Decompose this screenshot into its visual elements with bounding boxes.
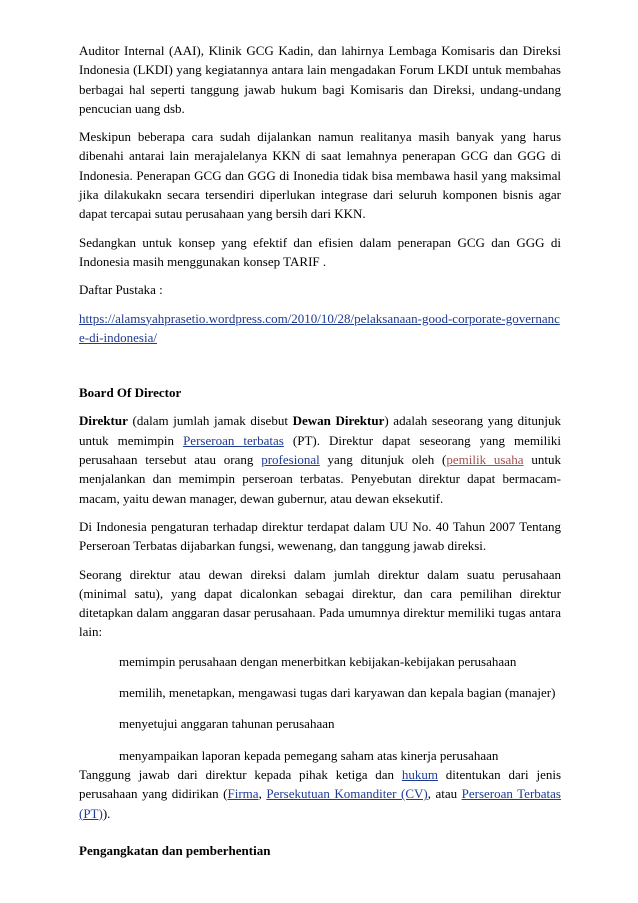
paragraph-tugas: Seorang direktur atau dewan direksi dalam jumlah direktur dalam suatu perusahaan (minimal satu), yang dapat dicalonkan sebagai direktur, dan cara pemilihan direktur ditetapkan dalam anggaran dasar perusahaan. Pada umumnya direktur memiliki tugas antara lain: (79, 566, 561, 640)
duty-item: menyampaikan laporan kepada pemegang saham atas kinerja perusahaan (119, 747, 499, 763)
text: ). (102, 805, 111, 821)
text: ) adalah seseorang yang ditunjuk untuk memimpin (79, 413, 561, 448)
paragraph-tarif: Sedangkan untuk konsep yang efektif dan efisien dalam penerapan GCG dan GGG di Indonesia masih menggunakan konsep TARIF . (79, 234, 561, 269)
paragraph-tanggung-jawab (79, 765, 561, 823)
paragraph-lkdi: Auditor Internal (AAI), Klinik GCG Kadin, dan lahirnya Lembaga Komisaris dan Direksi Indonesia (LKDI) yang kegiatannya antara lain mengadakan Forum LKDI untuk membahas berbagai hal seperti tanggung jawab hukum bagi Komisaris dan Direksi, undang-undang pencucian uang dsb. (79, 43, 561, 116)
link-perseroan-terbatas-pt[interactable]: Perseroan Terbatas (PT) (79, 786, 561, 821)
text: (dalam jumlah jamak disebut (127, 413, 293, 429)
paragraph-direktur-definition (79, 411, 561, 507)
text: untuk menjalankan dan memimpin perseroan terbatas. Penyebutan direktur dapat bermacam-macam, yaitu dewan manager, dewan gubernur, atau dewan eksekutif. (79, 452, 561, 506)
bibliography-url[interactable]: https://alamsyahprasetio.wordpress.com/2010/10/28/pelaksanaan-good-corporate-governance-di-indonesia/ (79, 310, 560, 345)
paragraph-kkn: Meskipun beberapa cara sudah dijalankan namun realitanya masih banyak yang harus dibenahi antarai lain merajalelanya KKN di saat lemahnya penerapan GCG dan GGG di Indonesia. Penerapan GCG dan GGG di Inonedia tidak bisa membawa hasil yang maksimal jika dilakukakn secara tersendiri diperlukan integrase dari seluruh komponen bisnis agar dapat tercapai sutau perusahaan yang bersih dari KKN. (79, 129, 561, 222)
link-profesional[interactable]: profesional (261, 452, 320, 468)
text: (PT). Direktur dapat seseorang yang memiliki perusahaan tersebut atau orang (79, 432, 561, 468)
duty-item: menyetujui anggaran tahunan perusahaan (119, 716, 335, 732)
link-firma[interactable]: Firma (227, 786, 259, 802)
section-heading-appointment: Pengangkatan dan pemberhentian (79, 842, 271, 858)
text: , (258, 786, 267, 802)
duty-item: memilih, menetapkan, mengawasi tugas dari karyawan dan kepala bagian (manajer) (119, 685, 556, 701)
bibliography-link[interactable] (79, 309, 561, 348)
link-hukum[interactable]: hukum (401, 766, 438, 782)
duty-item: memimpin perusahaan dengan menerbitkan kebijakan-kebijakan perusahaan (119, 653, 517, 669)
text: ditentukan dari jenis perusahaan yang didirikan ( (79, 766, 562, 802)
text: , atau (427, 786, 462, 802)
section-heading-board: Board Of Director (79, 385, 182, 401)
text: Tanggung jawab dari direktur kepada pihak ketiga dan (79, 766, 402, 782)
text: yang ditunjuk oleh ( (319, 452, 447, 468)
link-pemilik-usaha[interactable]: pemilik usaha (446, 452, 524, 468)
link-perseroan-terbatas[interactable]: Perseroan terbatas (183, 432, 284, 448)
link-persekutuan-komanditer[interactable]: Persekutuan Komanditer (CV) (266, 786, 428, 802)
term-dewan-direktur: Dewan Direktur (292, 413, 385, 429)
term-direktur: Direktur (79, 413, 128, 429)
bibliography-label: Daftar Pustaka : (79, 282, 163, 298)
paragraph-uu: Di Indonesia pengaturan terhadap direktur terdapat dalam UU No. 40 Tahun 2007 Tentang Perseroan Terbatas dijabarkan fungsi, wewenang, dan tanggung jawab direksi. (79, 518, 561, 554)
